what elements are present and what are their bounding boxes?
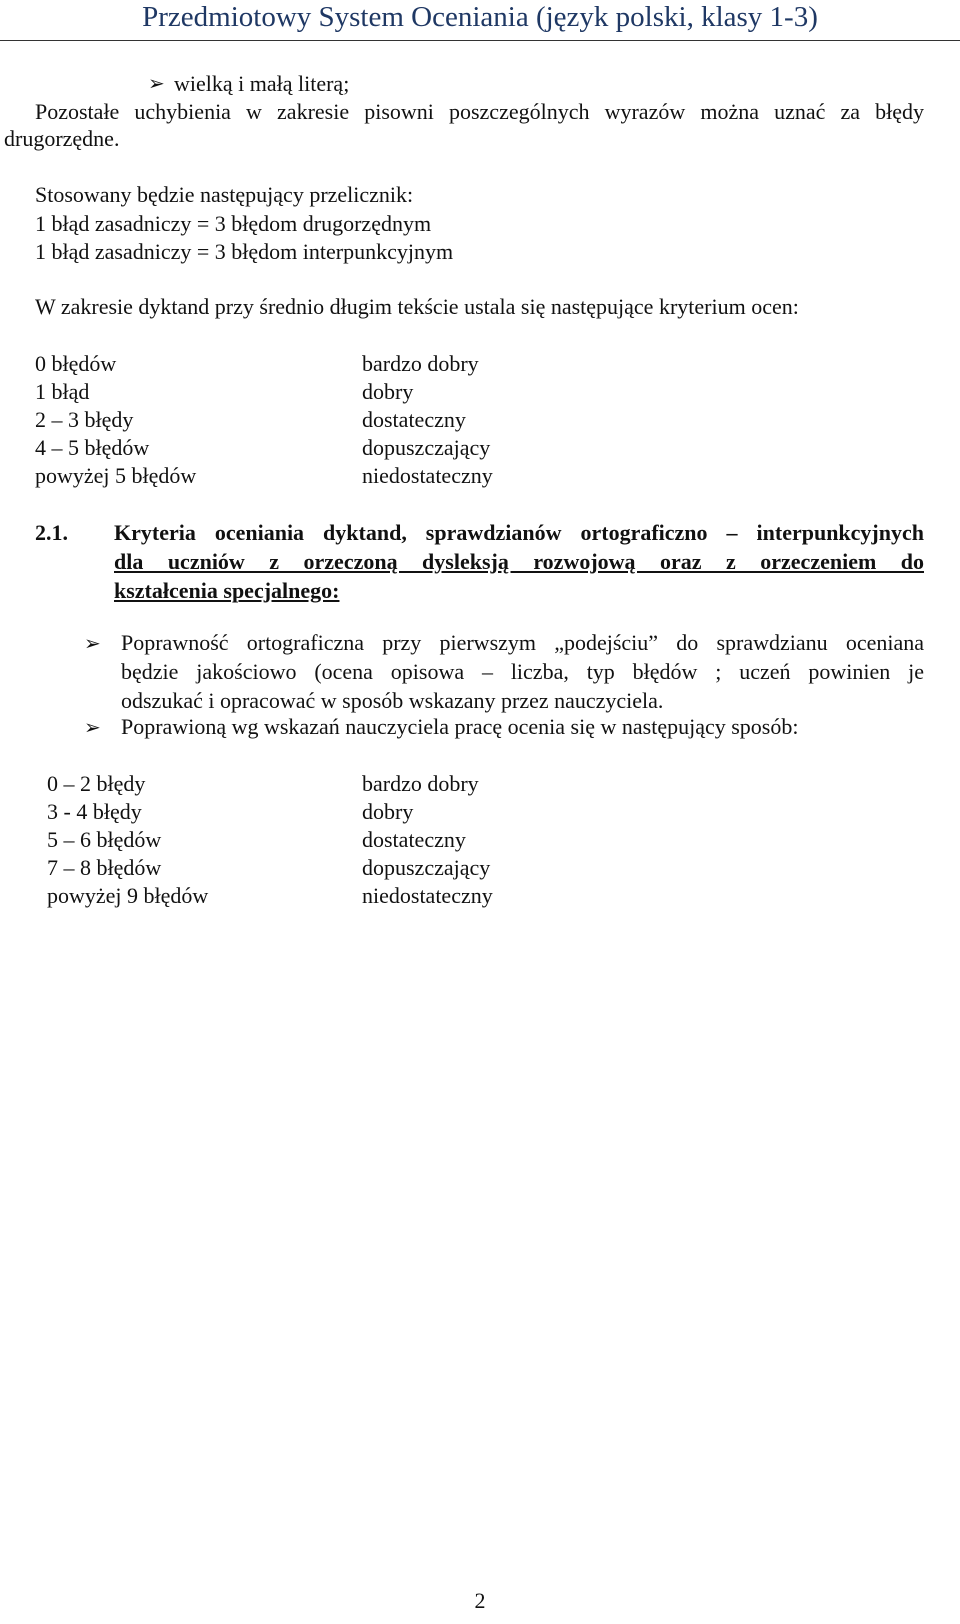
grade1-value: dostateczny [362, 407, 466, 432]
section-bullet-1-line2: będzie jakościowo (ocena opisowa – liczba, typ błędów ; uczeń powinien je [121, 659, 924, 684]
grade2-errors: 0 – 2 błędy [47, 771, 146, 796]
grade1-value: dopuszczający [362, 435, 491, 460]
grade1-errors: 4 – 5 błędów [35, 435, 150, 460]
grade1-errors: 1 błąd [35, 379, 90, 404]
grade2-value: dopuszczający [362, 855, 491, 880]
grade2-value: dostateczny [362, 827, 466, 852]
criteria-intro: W zakresie dyktand przy średnio długim tekście ustala się następujące kryterium ocen: [35, 294, 799, 319]
bullet-arrow-icon: ➢ [84, 633, 101, 655]
grade2-errors: 5 – 6 błędów [47, 827, 162, 852]
converter-line1: 1 błąd zasadniczy = 3 błędom drugorzędnym [35, 211, 432, 236]
grade1-value: niedostateczny [362, 463, 493, 488]
grade1-value: bardzo dobry [362, 351, 479, 376]
section-heading-line3: kształcenia specjalnego: [114, 578, 340, 603]
bullet-arrow-icon: ➢ [84, 717, 101, 739]
converter-title: Stosowany będzie następujący przelicznik: [35, 182, 414, 207]
intro-paragraph [35, 97, 924, 126]
page-number: 2 [474, 1588, 486, 1613]
grade1-errors: 0 błędów [35, 351, 117, 376]
grade2-value: dobry [362, 799, 414, 824]
grade2-errors: 7 – 8 błędów [47, 855, 162, 880]
intro-paragraph-line2: drugorzędne. [4, 126, 120, 151]
bullet-arrow-icon: ➢ [148, 73, 165, 95]
section-bullet-1-line3: odszukać i opracować w sposób wskazany przez nauczyciela. [121, 688, 664, 713]
grade2-errors: powyżej 9 błędów [47, 883, 209, 908]
grade2-value: bardzo dobry [362, 771, 479, 796]
section-heading-line2: dla uczniów z orzeczoną dysleksją rozwojową oraz z orzeczeniem do [114, 549, 924, 574]
header-divider [0, 40, 960, 41]
grade1-value: dobry [362, 379, 414, 404]
section-heading [114, 518, 924, 605]
grade1-errors: 2 – 3 błędy [35, 407, 134, 432]
grade1-errors: powyżej 5 błędów [35, 463, 197, 488]
intro-bullet-item: wielką i małą literą; [174, 71, 350, 96]
section-number: 2.1. [35, 520, 68, 545]
grade2-errors: 3 - 4 błędy [47, 799, 142, 824]
section-bullet-2: Poprawioną wg wskazań nauczyciela pracę ocenia się w następujący sposób: [121, 714, 799, 739]
intro-paragraph-line1: Pozostałe uchybienia w zakresie pisowni poszczególnych wyrazów można uznać za błędy [35, 99, 924, 124]
page-header-title: Przedmiotowy System Oceniania (język polski, klasy 1-3) [142, 1, 818, 33]
grade2-value: niedostateczny [362, 883, 493, 908]
section-bullet-1 [121, 628, 924, 715]
converter-line2: 1 błąd zasadniczy = 3 błędom interpunkcyjnym [35, 239, 454, 264]
section-bullet-1-line1: Poprawność ortograficzna przy pierwszym „podejściu” do sprawdzianu oceniana [121, 630, 924, 655]
section-heading-line1: Kryteria oceniania dyktand, sprawdzianów ortograficzno – interpunkcyjnych [114, 520, 924, 545]
